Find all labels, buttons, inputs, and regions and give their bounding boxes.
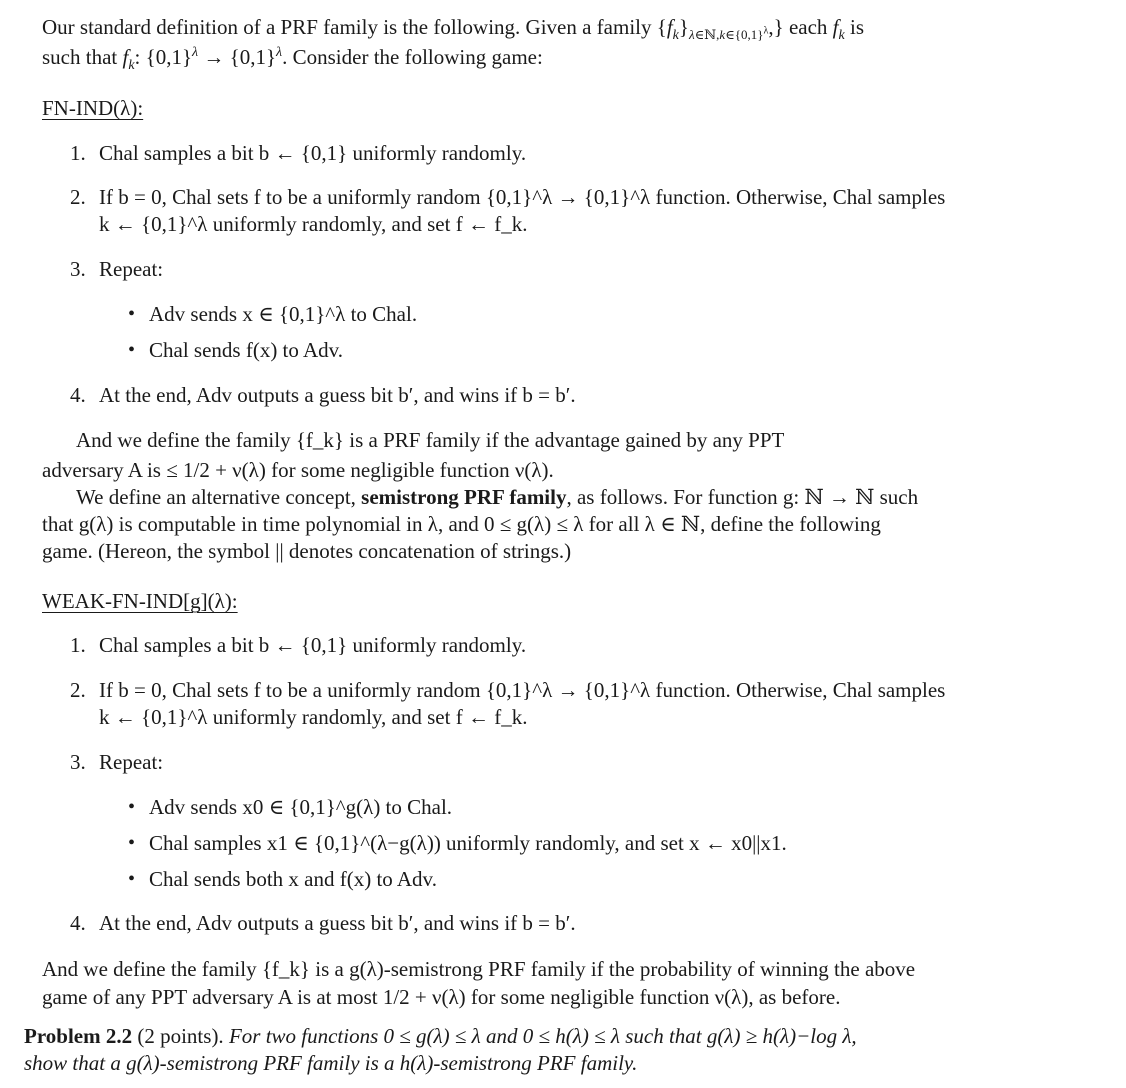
game2-step-3-number: 3. [70, 750, 86, 774]
game1-title: FN-IND(λ): [42, 96, 144, 120]
game1-step-1: Chal samples a bit b ← {0,1} uniformly randomly. [99, 141, 527, 165]
bullet-icon: • [128, 832, 136, 854]
game1-step-1-number: 1. [70, 141, 86, 165]
para2-line-2: that g(λ) is computable in time polynomial in λ, and 0 ≤ g(λ) ≤ λ for all λ ∈ ℕ, define the following [42, 512, 881, 536]
game1-step-4: At the end, Adv outputs a guess bit b′, and wins if b = b′. [99, 383, 576, 407]
intro-line-2: such that $f_k$: $\{0,1\}^\lambda \to \{0,1\}^\lambda$. Consider the following game: [42, 45, 543, 74]
para1-line-2: adversary A is ≤ 1/2 + ν(λ) for some negligible function ν(λ). [42, 458, 554, 482]
game2-step-1: Chal samples a bit b ← {0,1} uniformly randomly. [99, 633, 527, 657]
game1-step-4-number: 4. [70, 383, 86, 407]
para3-line-2: game of any PPT adversary A is at most 1/2 + ν(λ) for some negligible function ν(λ), as before. [42, 985, 841, 1009]
game2-step-2-number: 2. [70, 678, 86, 702]
game2-step-2-line-2: k ← {0,1}^λ uniformly randomly, and set f ← f_k. [99, 705, 528, 729]
game2-step-4: At the end, Adv outputs a guess bit b′, and wins if b = b′. [99, 911, 576, 935]
problem-points: (2 points). [137, 1024, 224, 1048]
para2-line-3: game. (Hereon, the symbol || denotes concatenation of strings.) [42, 539, 572, 563]
game1-step-3: Repeat: [99, 257, 164, 281]
game1-step-3-number: 3. [70, 257, 86, 281]
bullet-icon: • [128, 868, 136, 890]
game1-step-2-line-1: If b = 0, Chal sets f to be a uniformly random {0,1}^λ → {0,1}^λ function. Otherwise, Chal samples [99, 185, 946, 209]
game2-title: WEAK-FN-IND[g](λ): [42, 589, 238, 613]
game1-bullet-2: Chal sends f(x) to Adv. [149, 338, 344, 362]
game2-step-2-line-1: If b = 0, Chal sets f to be a uniformly random {0,1}^λ → {0,1}^λ function. Otherwise, Chal samples [99, 678, 946, 702]
game1-bullet-1: Adv sends x ∈ {0,1}^λ to Chal. [149, 302, 418, 326]
game2-step-1-number: 1. [70, 633, 86, 657]
para2-line-1: We define an alternative concept, semistrong PRF family, as follows. For function g: ℕ → ℕ such [76, 485, 919, 509]
game1-step-2-line-2: k ← {0,1}^λ uniformly randomly, and set f ← f_k. [99, 212, 528, 236]
game2-bullet-1: Adv sends x0 ∈ {0,1}^g(λ) to Chal. [149, 795, 453, 819]
para1-line-1: And we define the family {f_k} is a PRF family if the advantage gained by any PPT [76, 428, 785, 452]
bullet-icon: • [128, 339, 136, 361]
problem-label: Problem 2.2 [24, 1024, 133, 1048]
para3-line-1: And we define the family {f_k} is a g(λ)-semistrong PRF family if the probability of winning the above [42, 957, 916, 981]
intro-line-1: Our standard definition of a PRF family is the following. Given a family $\{f_k\}_{\lambda\in ℕ,k\in\{0,1\}^\lambda}$,} each $f_k$ is [42, 15, 864, 44]
problem-line-1: Problem 2.2 (2 points). For two functions 0 ≤ g(λ) ≤ λ and 0 ≤ h(λ) ≤ λ such that g(λ) ≥ h(λ)−log λ, [24, 1024, 857, 1048]
problem-line-2: show that a g(λ)-semistrong PRF family is a h(λ)-semistrong PRF family. [24, 1051, 638, 1075]
game1-step-2-number: 2. [70, 185, 86, 209]
game2-step-4-number: 4. [70, 911, 86, 935]
game2-bullet-3: Chal sends both x and f(x) to Adv. [149, 867, 437, 891]
bullet-icon: • [128, 796, 136, 818]
game2-step-3: Repeat: [99, 750, 164, 774]
game2-bullet-2: Chal samples x1 ∈ {0,1}^(λ−g(λ)) uniformly randomly, and set x ← x0||x1. [149, 831, 787, 855]
bullet-icon: • [128, 303, 136, 325]
